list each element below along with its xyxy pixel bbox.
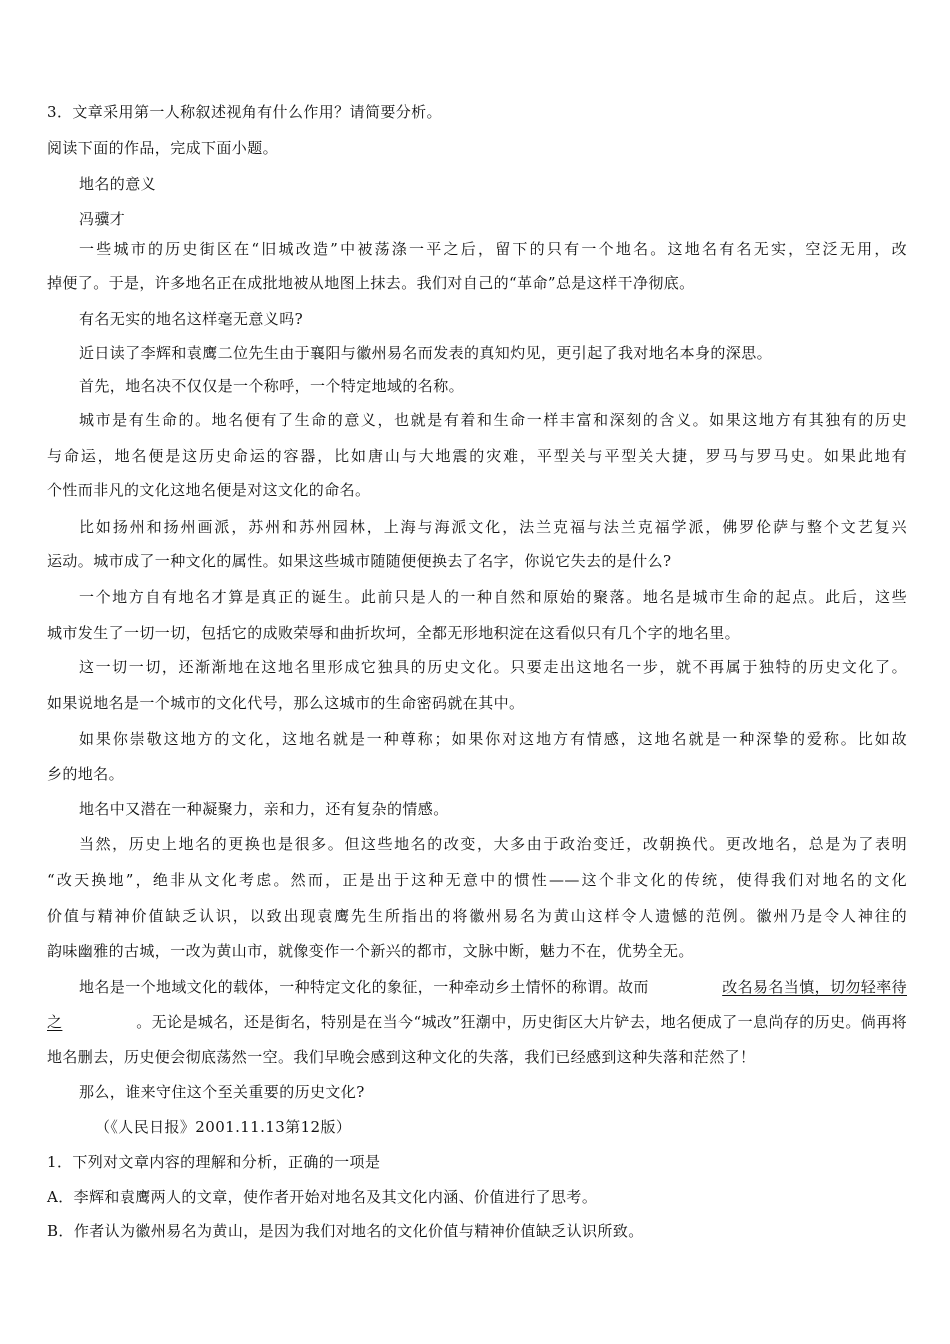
article-author: 冯骥才 <box>79 210 126 228</box>
article-source: （《人民日报》2001.11.13第12版） <box>95 1118 352 1136</box>
article-line: 地名中又潜在一种凝聚力，亲和力，还有复杂的情感。 <box>79 800 449 818</box>
article-text: 。无论是城名，还是街名，特别是在当今“城改”狂潮中，历史街区大片铲去，地名便成了一息尚存的历史。倘再将 <box>136 1013 907 1031</box>
article-line: 与命运，地名便是这历史命运的容器，比如唐山与大地震的灾难，平型关与平型关大捷，罗马与罗马史。如果此地有 <box>47 447 907 465</box>
article-line: 有名无实的地名这样毫无意义吗? <box>79 310 304 328</box>
article-line: 那么，谁来守住这个至关重要的历史文化? <box>79 1083 365 1101</box>
underlined-phrase: 改名易名当慎，切勿轻率待 <box>722 978 907 996</box>
article-line: 如果你崇敬这地方的文化，这地名就是一种尊称；如果你对这地方有情感，这地名就是一种深挚的爱称。比如故 <box>79 730 907 748</box>
article-line: 运动。城市成了一种文化的属性。如果这些城市随随便便换去了名字，你说它失去的是什么? <box>47 552 672 570</box>
article-line <box>47 1012 907 1032</box>
article-line: 地名删去，历史便会彻底荡然一空。我们早晚会感到这种文化的失落，我们已经感到这种失落和茫然了！ <box>47 1048 756 1066</box>
question-3: 3．文章采用第一人称叙述视角有什么作用？请简要分析。 <box>47 103 442 121</box>
article-title: 地名的意义 <box>79 175 157 193</box>
article-line: 这一切一切，还渐渐地在这地名里形成它独具的历史文化。只要走出这地名一步，就不再属于独特的历史文化了。 <box>79 658 907 676</box>
article-line: 韵味幽雅的古城，一改为黄山市，就像变作一个新兴的都市，文脉中断，魅力不在，优势全无。 <box>47 942 694 960</box>
article-line: 比如扬州和扬州画派，苏州和苏州园林，上海与海派文化，法兰克福与法兰克福学派，佛罗伦萨与整个文艺复兴 <box>79 518 907 536</box>
article-line: 一些城市的历史街区在“旧城改造”中被荡涤一平之后，留下的只有一个地名。这地名有名无实，空泛无用，改 <box>79 240 907 258</box>
article-line: 城市发生了一切一切，包括它的成败荣辱和曲折坎坷，全都无形地积淀在这看似只有几个字的地名里。 <box>47 624 741 642</box>
article-line: 价值与精神价值缺乏认识，以致出现袁鹰先生所指出的将徽州易名为黄山这样令人遗憾的范例。徽州乃是令人神往的 <box>47 907 907 925</box>
option-b: B．作者认为徽州易名为黄山，是因为我们对地名的文化价值与精神价值缺乏认识所致。 <box>47 1222 644 1240</box>
question-1-stem: 1．下列对文章内容的理解和分析，正确的一项是 <box>47 1153 381 1171</box>
article-line: 个性而非凡的文化这地名便是对这文化的命名。 <box>47 481 371 499</box>
article-line: 乡的地名。 <box>47 765 125 783</box>
underlined-phrase: 之 <box>47 1013 63 1031</box>
article-line: 如果说地名是一个城市的文化代号，那么这城市的生命密码就在其中。 <box>47 694 525 712</box>
article-text: 地名是一个地域文化的载体，一种特定文化的象征，一种牵动乡土情怀的称谓。故而 <box>79 978 649 996</box>
article-line: 当然，历史上地名的更换也是很多。但这些地名的改变，大多由于政治变迁，改朝换代。更改地名，总是为了表明 <box>79 835 907 853</box>
article-line: “改天换地”，绝非从文化考虑。然而，正是出于这种无意中的惯性——这个非文化的传统，使得我们对地名的文化 <box>47 871 907 889</box>
article-line: 首先，地名决不仅仅是一个称呼，一个特定地域的名称。 <box>79 377 465 395</box>
article-line: 城市是有生命的。地名便有了生命的意义，也就是有着和生命一样丰富和深刻的含义。如果这地方有其独有的历史 <box>79 411 907 429</box>
article-line: 掉便了。于是，许多地名正在成批地被从地图上抹去。我们对自己的“革命”总是这样干净彻底。 <box>47 274 695 292</box>
article-line: 一个地方自有地名才算是真正的诞生。此前只是人的一种自然和原始的聚落。地名是城市生命的起点。此后，这些 <box>79 588 907 606</box>
option-a: A．李辉和袁鹰两人的文章，使作者开始对地名及其文化内涵、价值进行了思考。 <box>47 1188 598 1206</box>
article-line <box>79 977 907 997</box>
article-line: 近日读了李辉和袁鹰二位先生由于襄阳与徽州易名而发表的真知灼见，更引起了我对地名本身的深思。 <box>79 344 773 362</box>
reading-instruction: 阅读下面的作品，完成下面小题。 <box>47 139 279 157</box>
